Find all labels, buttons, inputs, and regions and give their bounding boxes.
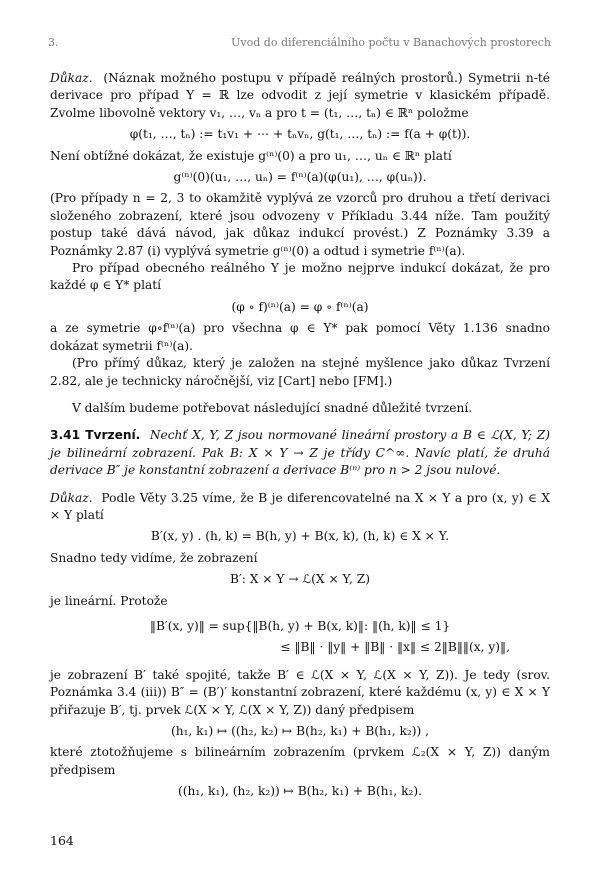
equation-6b: ≤ ‖B‖ · ‖y‖ + ‖B‖ · ‖x‖ ≤ 2‖B‖‖(x, y)‖, (280, 640, 510, 655)
spacer (50, 480, 550, 490)
equation-3: (φ ∘ f)⁽ⁿ⁾(a) = φ ∘ f⁽ⁿ⁾(a) (231, 299, 369, 314)
proof-text-1: (Náznak možného postupu v případě reálných prostorů.) Symetrii n-té derivace pro případ Y = ℝ lze odvodit z její symetrie v klasickém případě. Zvolme libovolně vektory v₁, …, vₙ a pro t = (t₁, …, tₙ) ∈ ℝⁿ položme (50, 71, 551, 120)
equation-8: ((h₁, k₁), (h₂, k₂)) ↦ B(h₂, k₁) + B(h₁, k₂). (177, 784, 423, 799)
equation-4: B′(x, y) . (h, k) = B(h, y) + B(x, k), (h, k) ∈ X × Y. (150, 529, 450, 544)
page-body (50, 70, 550, 805)
paragraph-5: a ze symetrie φ∘f⁽ⁿ⁾(a) pro všechna φ ∈ Y* pak pomocí Věty 1.136 snadno dokázat symetrii f⁽ⁿ⁾(a). (50, 321, 550, 353)
paragraph-7: V dalším budeme potřebovat následující snadné důležité tvrzení. (72, 400, 473, 415)
equation-5: B′: X × Y → ℒ(X × Y, Z) (230, 572, 370, 587)
spacer (50, 417, 550, 427)
proposition-text: Nechť X, Y, Z jsou normované lineární prostory a B ∈ ℒ(X, Y; Z) je bilineární zobrazení. Pak B: X × Y → Z je třídy C^∞. Navíc platí, že druhá derivace B″ je konstantní zobrazení a derivace B⁽ⁿ⁾ pro n > 2 jsou nulové. (50, 428, 550, 478)
equation-2: g⁽ⁿ⁾(0)(u₁, …, uₙ) = f⁽ⁿ⁾(a)(φ(u₁), …, φ(uₙ)). (173, 170, 427, 185)
paragraph-12: které ztotožňujeme s bilineárním zobrazením (prvkem ℒ₂(X × Y, Z)) daným předpisem (50, 745, 550, 777)
proposition (50, 427, 550, 479)
paragraph-3: (Pro případy n = 2, 3 to okamžitě vyplývá ze vzorců pro druhou a třetí derivaci složeného zobrazení, které jsou odvozeny v Příkladu 3.44 níže. Tam použitý postup také dává návod, jak důkaz indukcí provést.) Z Poznámky 3.39 a Poznámky 2.87 (i) vyplývá symetrie g⁽ⁿ⁾(0) a odtud i symetrie f⁽ⁿ⁾(a). (50, 191, 550, 258)
proof-paragraph-1 (50, 70, 550, 122)
header-title: Úvod do diferenciálního počtu v Banachových prostorech (231, 36, 551, 49)
proof-label: Důkaz. (50, 490, 93, 505)
page-number: 164 (50, 833, 74, 848)
paragraph-11: je zobrazení B′ také spojité, takže B′ ∈ ℒ(X × Y, ℒ(X × Y, Z)). Je tedy (srov. Poznámka 3.4 (iii)) B″ = (B′)′ konstantní zobrazení, které každému (x, y) ∈ X × Y přiřazuje B′, tj. prvek ℒ(X × Y, ℒ(X × Y, Z)) daný předpisem (50, 667, 550, 717)
proof-label: Důkaz. (50, 71, 93, 85)
equation-7: (h₁, k₁) ↦ ((h₂, k₂) ↦ B(h₂, k₁) + B(h₁, k₂)) , (170, 724, 430, 738)
paragraph-6: (Pro přímý důkaz, který je založen na stejné myšlence jako důkaz Tvrzení 2.82, ale je technicky náročnější, viz [Cart] nebo [FM].) (50, 356, 550, 388)
equation-6a: ‖B′(x, y)‖ = sup{‖B(h, y) + B(x, k)‖: ‖(h, k)‖ ≤ 1} (149, 618, 451, 633)
proof-paragraph-2 (50, 490, 550, 525)
spacer (50, 657, 550, 667)
paragraph-9: Snadno tedy vidíme, že zobrazení (50, 550, 258, 565)
proposition-label: 3.41 Tvrzení. (50, 428, 141, 443)
paragraph-4: Pro případ obecného reálného Y je možno nejprve indukcí dokázat, že pro každé φ ∈ Y* platí (50, 261, 550, 293)
header-chapter: 3. (48, 36, 59, 49)
running-header (48, 36, 551, 50)
spacer (50, 390, 550, 400)
paragraph-2: Není obtížné dokázat, že existuje g⁽ⁿ⁾(0) a pro u₁, …, uₙ ∈ ℝⁿ platí (50, 148, 452, 163)
paragraph-10: je lineární. Protože (50, 593, 168, 608)
equation-1: φ(t₁, …, tₙ) := t₁v₁ + ⋯ + tₙvₙ, g(t₁, …, tₙ) := f(a + φ(t)). (129, 127, 471, 142)
proof-text-2: Podle Věty 3.25 víme, že B je diferencovatelné na X × Y a pro (x, y) ∈ X × Y platí (50, 490, 550, 522)
